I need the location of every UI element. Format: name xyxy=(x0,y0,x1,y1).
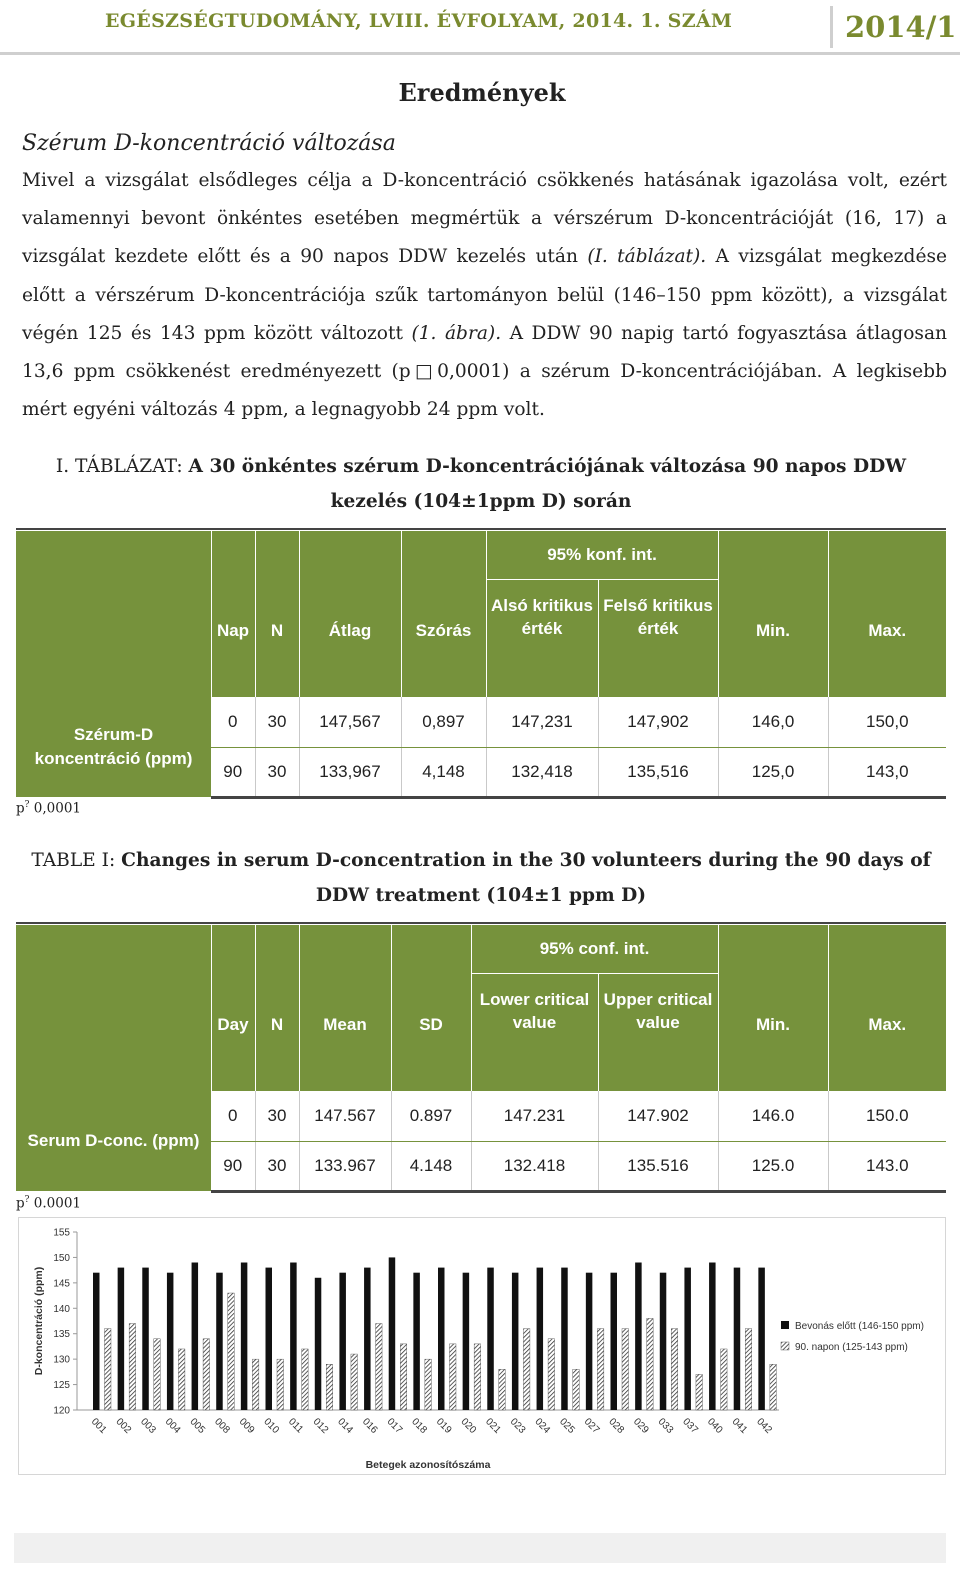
col-header-min: Min. xyxy=(718,925,828,1091)
caption-text: Changes in serum D-concentration in the 30 volunteers during the 90 days of DDW treatment (104±1 ppm D) xyxy=(121,850,931,906)
cell: 90 xyxy=(211,747,255,797)
bar-after xyxy=(696,1374,703,1410)
bar-after xyxy=(277,1359,284,1410)
col-header-day: Day xyxy=(211,925,255,1091)
bar-chart xyxy=(19,1218,945,1474)
table-row xyxy=(16,1091,946,1141)
x-tick-label: 014 xyxy=(335,1416,355,1436)
y-tick-label: 130 xyxy=(53,1354,70,1366)
cell: 147,902 xyxy=(598,697,718,747)
section-title: Eredmények xyxy=(398,78,566,107)
cell: 30 xyxy=(255,747,299,797)
x-tick-label: 021 xyxy=(483,1416,503,1436)
col-header-mean: Átlag xyxy=(299,531,401,697)
bar-before xyxy=(315,1278,322,1410)
cell: 147,567 xyxy=(299,697,401,747)
table-en-top-rule xyxy=(16,922,946,924)
y-tick-label: 135 xyxy=(53,1329,70,1341)
bar-after xyxy=(573,1369,580,1410)
table-en xyxy=(16,925,946,1193)
x-tick-label: 024 xyxy=(532,1416,553,1436)
col-header-day: Nap xyxy=(211,531,255,697)
legend-label: 90. napon (125-143 ppm) xyxy=(795,1342,908,1353)
y-axis-label: D-koncentráció (ppm) xyxy=(33,1266,45,1376)
chart-frame xyxy=(18,1217,946,1475)
x-tick-label: 020 xyxy=(458,1416,479,1436)
col-header-n: N xyxy=(255,925,299,1091)
x-tick-label: 004 xyxy=(162,1416,183,1436)
caption-prefix: TABLE I: xyxy=(31,850,122,871)
bar-before xyxy=(758,1268,765,1410)
p-value: 0,0001 xyxy=(33,800,82,817)
results-paragraph xyxy=(22,162,947,429)
y-tick-label: 125 xyxy=(53,1380,70,1392)
bar-after xyxy=(523,1329,530,1410)
bar-before xyxy=(561,1268,568,1410)
table-hu xyxy=(16,531,946,799)
y-tick-label: 120 xyxy=(53,1405,70,1417)
bar-after xyxy=(647,1318,654,1410)
issue-number: 2014/1 xyxy=(845,10,957,44)
cell: 125,0 xyxy=(718,747,828,797)
p-symbol: ? xyxy=(24,800,30,810)
x-tick-label: 027 xyxy=(581,1416,602,1436)
p-symbol: ? xyxy=(24,1195,30,1205)
cell: 143.0 xyxy=(828,1141,946,1191)
p-letter: p xyxy=(16,1195,25,1212)
x-tick-label: 008 xyxy=(212,1416,232,1436)
col-header-lower-ci: Alsó kritikus érték xyxy=(486,579,598,697)
bar-before xyxy=(118,1268,125,1410)
x-tick-label: 023 xyxy=(507,1416,528,1436)
x-tick-label: 042 xyxy=(754,1416,774,1436)
cell: 146.0 xyxy=(718,1091,828,1141)
x-tick-label: 001 xyxy=(88,1416,109,1436)
col-header-lower-ci: Lower critical value xyxy=(471,973,598,1091)
bar-before xyxy=(734,1268,741,1410)
bar-after xyxy=(105,1329,112,1410)
cell: 147.231 xyxy=(471,1091,598,1141)
cell: 90 xyxy=(211,1141,255,1191)
bar-after xyxy=(671,1329,678,1410)
col-header-upper-ci: Upper critical value xyxy=(598,973,718,1091)
bar-before xyxy=(389,1257,396,1410)
cell: 4.148 xyxy=(391,1141,471,1191)
cell: 143,0 xyxy=(828,747,946,797)
x-tick-label: 016 xyxy=(359,1416,380,1436)
bar-after xyxy=(228,1293,235,1410)
x-tick-label: 011 xyxy=(286,1416,306,1436)
subsection-title: Szérum D-koncentráció változása xyxy=(22,131,396,156)
para-sentence-3: A DDW 90 napig tartó fogyasztása átlagosan 13,6 ppm csökkenést eredményezett (p xyxy=(22,322,948,383)
caption-prefix: I. TÁBLÁZAT: xyxy=(55,456,189,477)
footer-band xyxy=(14,1533,946,1563)
p-value-note-hu xyxy=(16,800,81,817)
para-sentence-4: 0,0001) a szérum D-koncentrációjában. A legkisebb mért egyéni változás 4 ppm, a legnagyobb 24 ppm volt. xyxy=(22,361,947,421)
cell: 135.516 xyxy=(598,1141,718,1191)
bar-before xyxy=(512,1273,519,1410)
bar-after xyxy=(129,1324,136,1410)
bar-before xyxy=(142,1268,149,1410)
bar-after xyxy=(770,1364,777,1410)
section-heading xyxy=(0,78,960,107)
x-tick-label: 029 xyxy=(631,1416,651,1436)
bar-after xyxy=(622,1329,629,1410)
bar-before xyxy=(364,1268,371,1410)
bar-before xyxy=(463,1273,470,1410)
bar-before xyxy=(216,1273,223,1410)
bar-before xyxy=(413,1273,420,1410)
table-row xyxy=(16,697,946,747)
missing-glyph-box: □ xyxy=(410,361,438,383)
x-tick-label: 005 xyxy=(187,1416,208,1436)
cell: 0 xyxy=(211,1091,255,1141)
cell: 125.0 xyxy=(718,1141,828,1191)
x-tick-label: 028 xyxy=(606,1416,626,1436)
figure-reference: (1. ábra). xyxy=(411,322,502,344)
x-tick-label: 002 xyxy=(113,1416,134,1436)
table-corner xyxy=(16,925,211,1091)
col-header-n: N xyxy=(255,531,299,697)
x-tick-label: 018 xyxy=(409,1416,429,1436)
table-hu-top-rule xyxy=(16,528,946,530)
bar-after xyxy=(252,1359,259,1410)
bar-after xyxy=(178,1349,185,1410)
x-tick-label: 009 xyxy=(236,1416,257,1436)
bar-after xyxy=(745,1329,752,1410)
bar-before xyxy=(93,1273,100,1410)
bar-before xyxy=(611,1273,618,1410)
cell: 30 xyxy=(255,1141,299,1191)
bar-before xyxy=(684,1268,691,1410)
x-tick-label: 041 xyxy=(729,1416,750,1436)
y-tick-label: 140 xyxy=(53,1303,70,1315)
cell: 0 xyxy=(211,697,255,747)
cell: 150.0 xyxy=(828,1091,946,1141)
bar-after xyxy=(474,1344,481,1410)
cell: 147.567 xyxy=(299,1091,391,1141)
bar-after xyxy=(425,1359,432,1410)
bar-after xyxy=(450,1344,457,1410)
bar-after xyxy=(376,1324,383,1410)
bar-before xyxy=(709,1263,716,1410)
x-tick-label: 019 xyxy=(433,1416,454,1436)
x-tick-label: 033 xyxy=(655,1416,676,1436)
bar-after xyxy=(548,1339,555,1410)
col-header-upper-ci: Felső kritikus érték xyxy=(598,579,718,697)
row-label: Szérum-D koncentráció (ppm) xyxy=(16,697,211,797)
bar-before xyxy=(192,1263,199,1410)
col-header-ci: 95% conf. int. xyxy=(471,925,718,973)
x-tick-label: 012 xyxy=(310,1416,331,1436)
cell: 132,418 xyxy=(486,747,598,797)
cell: 4,148 xyxy=(401,747,486,797)
bar-before xyxy=(635,1263,642,1410)
bar-before xyxy=(266,1268,273,1410)
cell: 133.967 xyxy=(299,1141,391,1191)
cell: 30 xyxy=(255,1091,299,1141)
cell: 135,516 xyxy=(598,747,718,797)
table-reference: (I. táblázat). xyxy=(587,246,707,268)
p-letter: p xyxy=(16,800,25,817)
col-header-max: Max. xyxy=(828,531,946,697)
row-label: Serum D-conc. (ppm) xyxy=(16,1091,211,1191)
cell: 147.902 xyxy=(598,1091,718,1141)
x-tick-label: 017 xyxy=(384,1416,405,1436)
cell: 0,897 xyxy=(401,697,486,747)
legend-swatch xyxy=(781,1342,789,1350)
bar-before xyxy=(290,1263,297,1410)
bar-before xyxy=(537,1268,544,1410)
bar-before xyxy=(339,1273,346,1410)
bar-before xyxy=(660,1273,667,1410)
bar-before xyxy=(167,1273,174,1410)
table-corner xyxy=(16,531,211,697)
bar-after xyxy=(154,1339,161,1410)
bar-before xyxy=(586,1273,593,1410)
bar-after xyxy=(400,1344,407,1410)
caption-text: A 30 önkéntes szérum D-koncentrációjának változása 90 napos DDW kezelés (104±1ppm D) során xyxy=(188,456,907,512)
col-header-min: Min. xyxy=(718,531,828,697)
p-value: 0.0001 xyxy=(33,1195,82,1212)
bar-after xyxy=(326,1364,333,1410)
cell: 30 xyxy=(255,697,299,747)
cell: 0.897 xyxy=(391,1091,471,1141)
legend-swatch xyxy=(781,1321,789,1329)
x-tick-label: 010 xyxy=(261,1416,281,1436)
col-header-mean: Mean xyxy=(299,925,391,1091)
col-header-max: Max. xyxy=(828,925,946,1091)
x-tick-label: 003 xyxy=(138,1416,158,1436)
col-header-sd: Szórás xyxy=(401,531,486,697)
table-hu-caption xyxy=(16,449,946,519)
cell: 146,0 xyxy=(718,697,828,747)
x-tick-label: 040 xyxy=(704,1416,725,1436)
legend-label: Bevonás előtt (146-150 ppm) xyxy=(795,1321,924,1332)
bar-after xyxy=(721,1349,728,1410)
cell: 147,231 xyxy=(486,697,598,747)
bar-after xyxy=(499,1369,506,1410)
journal-title: EGÉSZSÉGTUDOMÁNY, LVIII. ÉVFOLYAM, 2014. 1. SZÁM xyxy=(105,10,733,32)
y-tick-label: 155 xyxy=(53,1227,70,1239)
bar-after xyxy=(597,1329,604,1410)
y-tick-label: 145 xyxy=(53,1278,70,1290)
bar-after xyxy=(203,1339,210,1410)
cell: 133,967 xyxy=(299,747,401,797)
bar-after xyxy=(351,1354,358,1410)
table-en-caption xyxy=(16,843,946,913)
cell: 132.418 xyxy=(471,1141,598,1191)
x-tick-label: 025 xyxy=(557,1416,577,1436)
cell: 150,0 xyxy=(828,697,946,747)
y-tick-label: 150 xyxy=(53,1252,70,1264)
bar-before xyxy=(241,1263,248,1410)
para-sentence-2: A vizsgálat megkezdése előtt a vérszérum D-koncentrációja szűk tartományon belül (146–150 ppm között), a vizsgálat végén 125 és 143 ppm között változott xyxy=(22,246,948,344)
col-header-ci: 95% konf. int. xyxy=(486,531,718,579)
p-value-note-en xyxy=(16,1195,81,1212)
x-tick-label: 037 xyxy=(680,1416,700,1436)
x-axis-label: Betegek azonosítószáma xyxy=(365,1459,491,1471)
bar-before xyxy=(438,1268,445,1410)
bar-after xyxy=(302,1349,309,1410)
col-header-sd: SD xyxy=(391,925,471,1091)
bar-before xyxy=(487,1268,494,1410)
para-sentence-1: Mivel a vizsgálat elsődleges célja a D-koncentráció csökkenés hatásának igazolása volt, ezért valamennyi bevont önkéntes esetében megmértük a vérszérum D-koncentrációját (16, 17) a vizsgálat kezdete előtt és a 90 napos DDW kezelés után xyxy=(22,170,947,268)
